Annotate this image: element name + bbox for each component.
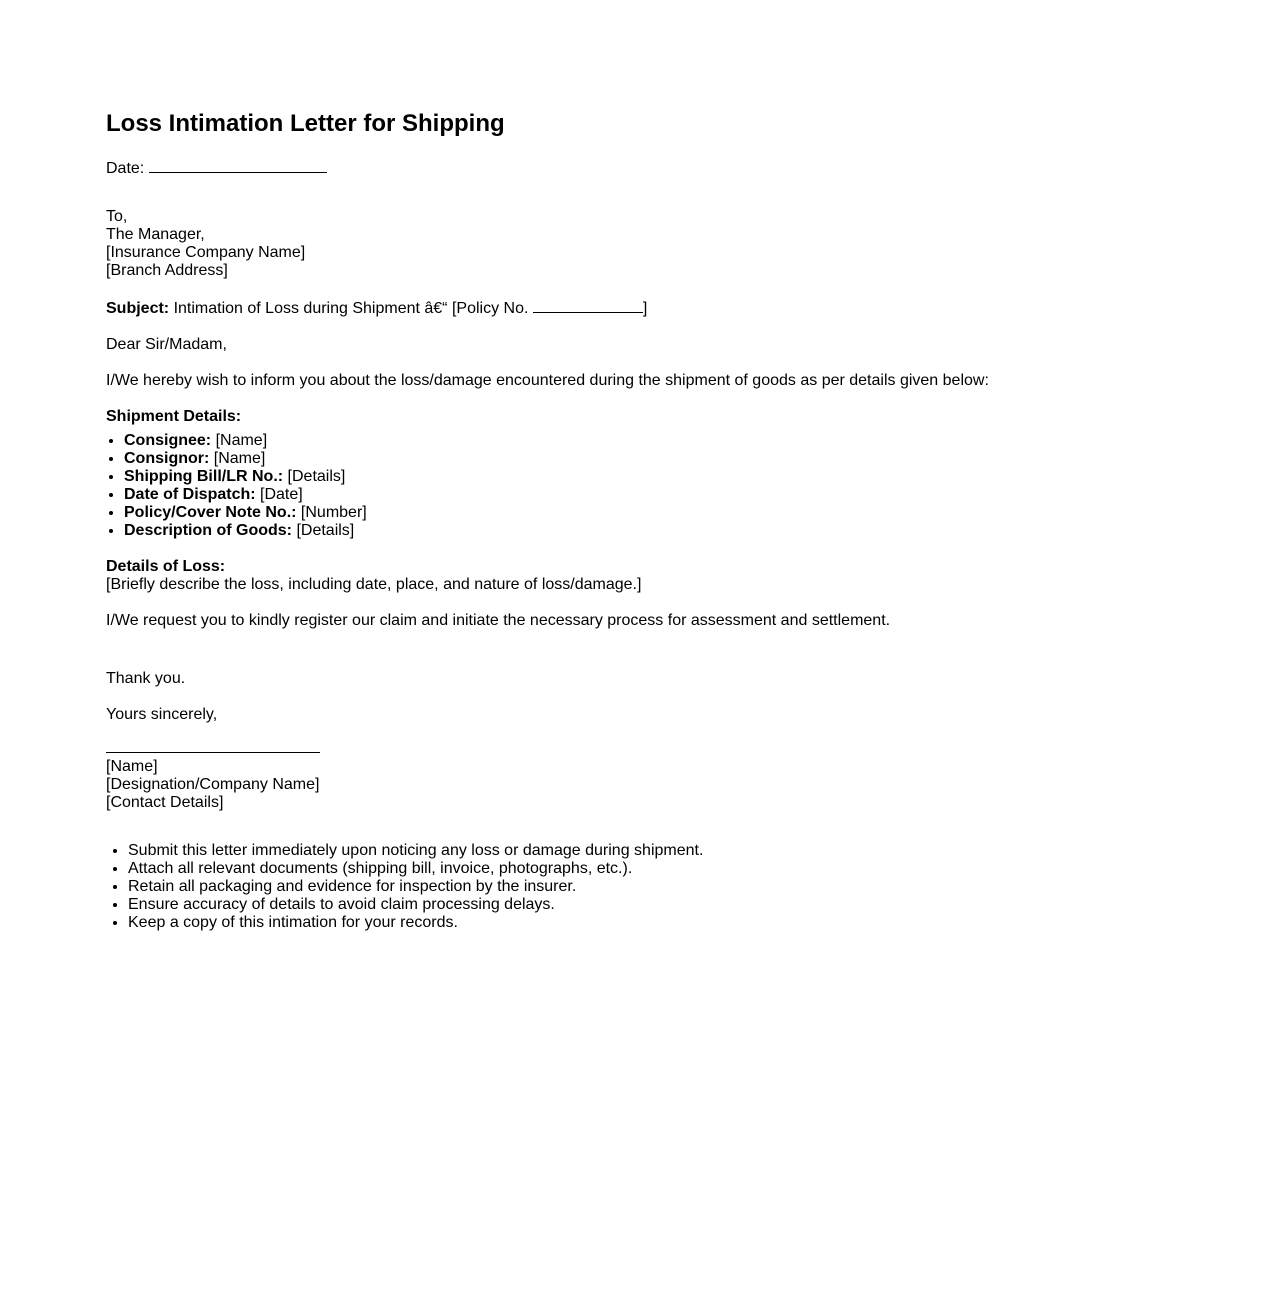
- detail-label: Policy/Cover Note No.:: [124, 504, 297, 521]
- intro-paragraph: I/We hereby wish to inform you about the loss/damage encountered during the shipment of goods as per details given below:: [106, 372, 989, 389]
- request-paragraph: I/We request you to kindly register our claim and initiate the necessary process for assessment and settlement.: [106, 612, 891, 629]
- date-blank: [149, 158, 327, 173]
- signature-contact: [Contact Details]: [106, 794, 224, 811]
- list-item: • Submit this letter immediately upon noticing any loss or damage during shipment.: [128, 842, 1206, 860]
- list-item: [124, 486, 1206, 504]
- instructions-list: [106, 842, 1206, 932]
- loss-text: [Briefly describe the loss, including date, place, and nature of loss/damage.]: [106, 576, 642, 593]
- address-company: [Insurance Company Name]: [106, 244, 306, 261]
- list-item: • Keep a copy of this intimation for your records.: [128, 914, 1206, 932]
- loss-details: [106, 558, 1206, 594]
- detail-value: [Details]: [283, 468, 346, 485]
- closing-line: Yours sincerely,: [106, 706, 218, 723]
- letter-document: [106, 110, 1206, 932]
- thanks-line: Thank you.: [106, 670, 186, 687]
- recipient-address: [106, 208, 1206, 280]
- list-item: [124, 468, 1206, 486]
- list-item: [124, 450, 1206, 468]
- list-item: • Retain all packaging and evidence for inspection by the insurer.: [128, 878, 1206, 896]
- signature-line: [106, 752, 320, 753]
- salutation: Dear Sir/Madam,: [106, 336, 227, 353]
- shipment-details-list: [106, 432, 1206, 540]
- list-item: • Ensure accuracy of details to avoid claim processing delays.: [128, 896, 1206, 914]
- subject-line: [106, 298, 1206, 318]
- detail-label: Consignee:: [124, 432, 212, 449]
- detail-value: [Number]: [296, 504, 367, 521]
- address-to: To,: [106, 208, 128, 225]
- address-branch: [Branch Address]: [106, 262, 228, 279]
- list-item: [124, 432, 1206, 450]
- detail-label: Consignor:: [124, 450, 210, 467]
- list-item: [124, 522, 1206, 540]
- signature-name: [Name]: [106, 758, 158, 775]
- policy-blank: [533, 298, 643, 313]
- list-item: • Attach all relevant documents (shipping bill, invoice, photographs, etc.).: [128, 860, 1206, 878]
- detail-value: [Date]: [255, 486, 303, 503]
- subject-label: Subject:: [106, 300, 170, 317]
- detail-label: Description of Goods:: [124, 522, 292, 539]
- date-label: Date:: [106, 160, 145, 177]
- shipment-details-heading: Shipment Details:: [106, 408, 242, 425]
- list-item: [124, 504, 1206, 522]
- date-line: [106, 158, 1206, 178]
- page-title: Loss Intimation Letter for Shipping: [106, 110, 505, 137]
- signature-designation: [Designation/Company Name]: [106, 776, 320, 793]
- address-recipient: The Manager,: [106, 226, 205, 243]
- subject-text: Intimation of Loss during Shipment â€“ [Policy No.: [173, 300, 529, 317]
- subject-closing: ]: [642, 300, 648, 317]
- signature-block: [106, 758, 1206, 812]
- loss-heading: Details of Loss:: [106, 558, 226, 575]
- detail-value: [Name]: [209, 450, 266, 467]
- detail-value: [Details]: [292, 522, 355, 539]
- detail-label: Date of Dispatch:: [124, 486, 256, 503]
- detail-value: [Name]: [211, 432, 268, 449]
- detail-label: Shipping Bill/LR No.:: [124, 468, 284, 485]
